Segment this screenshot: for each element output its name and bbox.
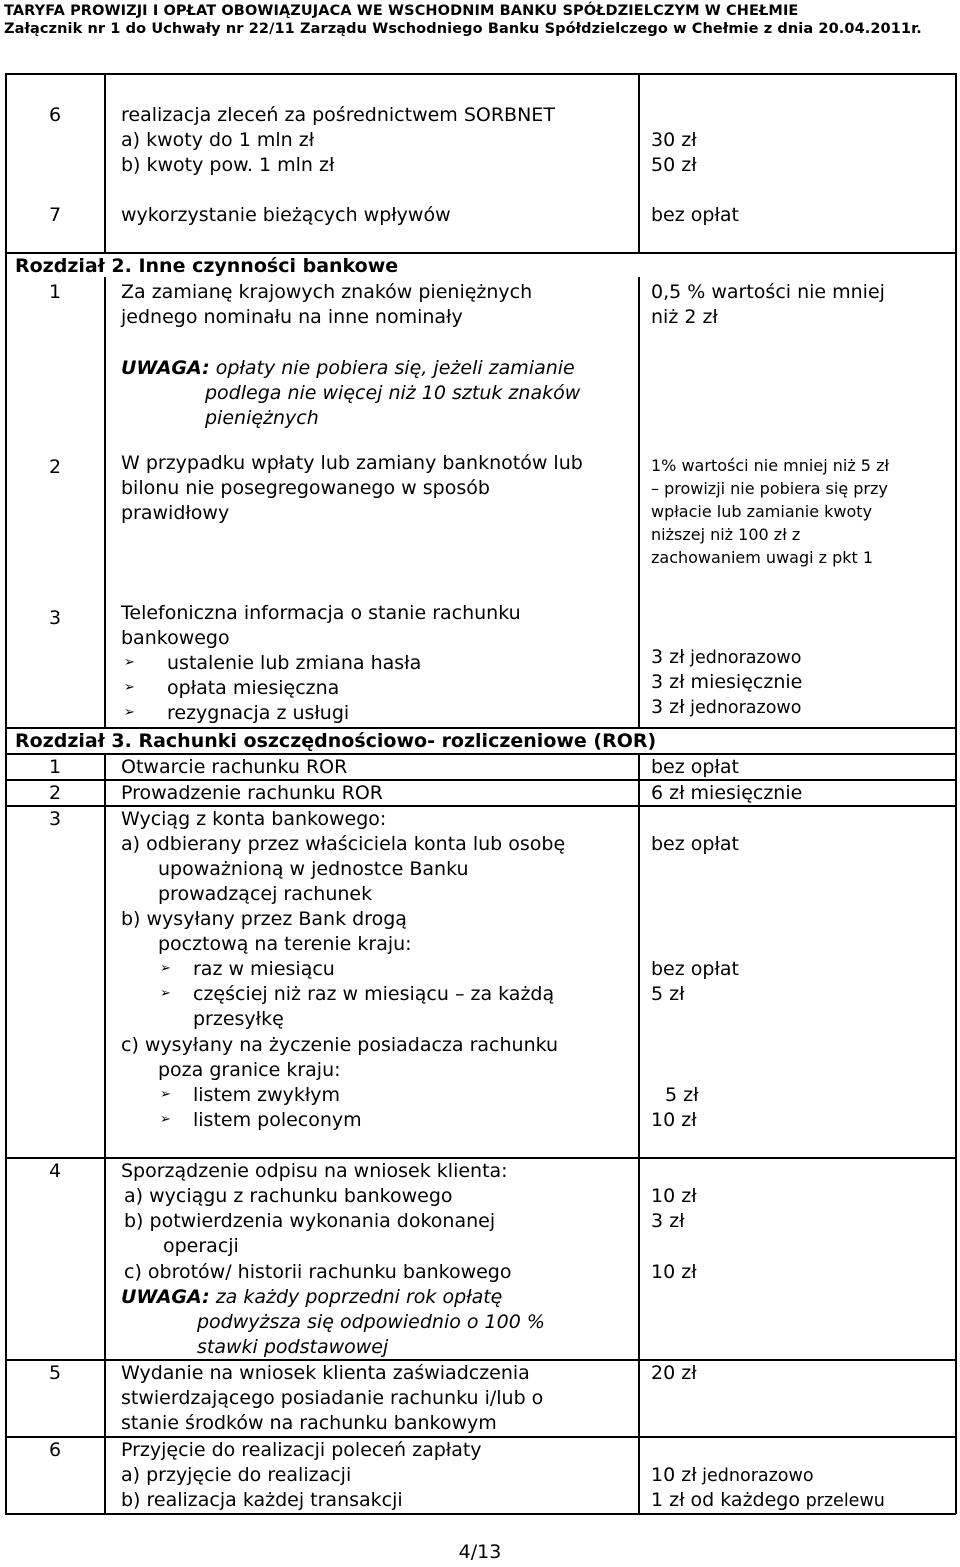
row-description: Prowadzenie rachunku ROR [121,782,383,804]
row-item-a: a) odbierany przez właściciela konta lub osobę [121,833,566,855]
fee-value [651,647,801,668]
table-right-border [955,73,957,1514]
note-text: podwyższa się odpowiednio o 100 % [197,1311,545,1333]
row-number: 6 [49,1439,62,1461]
fee-unit: przelewu [800,1491,885,1511]
fee-value [651,1490,885,1511]
column-divider-num [104,753,106,1514]
fee-value: 5 zł [665,1084,699,1106]
row-description: Wydanie na wniosek klienta zaświadczenia [121,1362,530,1384]
list-item: listem poleconym [193,1109,362,1131]
row-divider [5,1359,956,1361]
row-description: Za zamianę krajowych znaków pieniężnych [121,281,533,303]
arrow-bullet-icon: ➢ [160,1112,171,1127]
note-text-part: opłaty nie pobiera się, jeżeli zamianie [209,357,575,379]
note-text: podlega nie więcej niż 10 sztuk znaków [205,382,581,404]
fee-value: 30 zł [651,129,697,151]
fee-value: 10 zł [651,1261,697,1283]
column-divider-fee [638,73,640,253]
fee-value: 0,5 % wartości nie mniej [651,281,885,303]
fee-value: niższej niż 100 zł z [651,525,801,544]
row-item-a: a) przyjęcie do realizacji [121,1464,352,1486]
fee-value: 50 zł [651,154,697,176]
row-item-a: prowadzącej rachunek [158,883,373,905]
row-description: prawidłowy [121,502,230,524]
fee-value: bez opłat [651,204,739,226]
row-item-b: b) kwoty pow. 1 mln zł [121,154,335,176]
document-title: TARYFA PROWIZJI I OPŁAT OBOWIĄZUJACA WE WSCHODNIM BANKU SPÓŁDZIELCZYM W CHEŁMIE [4,3,799,19]
list-item: listem zwykłym [193,1084,341,1106]
row-item-b: pocztową na terenie kraju: [158,933,412,955]
arrow-bullet-icon: ➢ [160,986,171,1001]
list-item: opłata miesięczna [167,677,340,699]
row-description: stwierdzającego posiadanie rachunku i/lub o [121,1387,544,1409]
list-item: raz w miesiącu [193,958,335,980]
row-item-b: b) realizacja każdej transakcji [121,1489,403,1511]
row-number: 3 [49,808,62,830]
fee-value: – prowizji nie pobiera się przy [651,479,888,498]
row-item-a: a) kwoty do 1 mln zł [121,129,315,151]
fee-amount: 1 zł od każdego [651,1489,800,1511]
row-description: Przyjęcie do realizacji poleceń zapłaty [121,1439,482,1461]
arrow-bullet-icon: ➢ [160,1087,171,1102]
arrow-bullet-icon: ➢ [124,705,135,720]
row-item-c: c) obrotów/ historii rachunku bankowego [124,1261,512,1283]
page-number: 4/13 [458,1541,502,1563]
fee-amount: 3 zł [651,671,685,693]
list-item: rezygnacja z usługi [167,702,350,724]
column-divider-num [104,73,106,253]
arrow-bullet-icon: ➢ [160,961,171,976]
row-description: jednego nominału na inne nominały [121,306,463,328]
row-number: 6 [49,104,62,126]
table-bottom-border [5,1513,956,1515]
fee-amount: 10 zł [651,1464,697,1486]
table-left-border [5,73,7,1514]
fee-value: wpłacie lub zamianie kwoty [651,502,873,521]
fee-unit: jednorazowo [696,1466,814,1486]
row-item-b: b) potwierdzenia wykonania dokonanej [124,1210,496,1232]
list-item: przesyłkę [193,1008,284,1030]
row-number: 7 [49,204,62,226]
row-description: realizacja zleceń za pośrednictwem SORBNET [121,104,555,126]
note-label: UWAGA: [121,1286,210,1308]
row-divider [5,805,956,807]
fee-value: 3 zł [651,1210,685,1232]
fee-value: bez opłat [651,833,739,855]
arrow-bullet-icon: ➢ [124,655,135,670]
column-divider-num [104,277,106,727]
note-text: pieniężnych [205,407,319,429]
row-description: Sporządzenie odpisu na wniosek klienta: [121,1160,508,1182]
fee-value: zachowaniem uwagi z pkt 1 [651,548,874,567]
row-number: 1 [49,281,62,303]
row-number: 2 [49,456,62,478]
row-item-a: upoważnioną w jednostce Banku [158,858,469,880]
list-item: częściej niż raz w miesiącu – za każdą [193,983,555,1005]
column-divider-fee [638,277,640,727]
column-divider-fee [638,753,640,1514]
fee-value: 5 zł [651,983,685,1005]
fee-unit: miesięcznie [684,671,803,693]
fee-value [651,672,802,692]
row-description: Telefoniczna informacja o stanie rachunku [121,602,521,624]
list-item: ustalenie lub zmiana hasła [167,652,422,674]
row-divider [5,753,956,755]
row-item-b: operacji [163,1235,239,1257]
fee-value: bez opłat [651,958,739,980]
fee-amount: 3 zł [651,646,685,668]
fee-value: 10 zł [651,1109,697,1131]
row-divider [5,1436,956,1438]
fee-value: 20 zł [651,1362,697,1384]
row-divider [5,727,956,729]
row-description: stanie środków na rachunku bankowym [121,1412,497,1434]
row-item-a: a) wyciągu z rachunku bankowego [124,1185,453,1207]
row-item-c: c) wysyłany na życzenie posiadacza rachunku [121,1034,559,1056]
section-heading: Rozdział 2. Inne czynności bankowe [15,255,399,277]
note-text [121,358,575,378]
row-description: wykorzystanie bieżących wpływów [121,204,451,226]
row-description: Wyciąg z konta bankowego: [121,808,387,830]
fee-value: niż 2 zł [651,306,718,328]
note-label: UWAGA: [121,357,210,379]
row-description: Otwarcie rachunku ROR [121,756,348,778]
fee-value: 1% wartości nie mniej niż 5 zł [651,456,890,475]
row-divider [5,779,956,781]
row-divider [5,252,956,254]
row-divider [5,1157,956,1159]
fee-value [651,697,801,718]
section-heading: Rozdział 3. Rachunki oszczędnościowo- rozliczeniowe (ROR) [15,730,657,752]
fee-value: 10 zł [651,1185,697,1207]
document-subtitle: Załącznik nr 1 do Uchwały nr 22/11 Zarządu Wschodniego Banku Spółdzielczego w Chełmie z dnia 20.04.2011r. [4,21,922,37]
row-number: 5 [49,1362,62,1384]
table-top-border [5,73,956,75]
row-description: W przypadku wpłaty lub zamiany banknotów lub [121,452,583,474]
note-text [121,1287,502,1307]
fee-value: bez opłat [651,756,739,778]
fee-amount: 3 zł [651,696,685,718]
fee-value [651,1465,814,1486]
row-item-b: b) wysyłany przez Bank drogą [121,908,407,930]
fee-unit: jednorazowo [684,698,802,718]
row-number: 2 [49,782,62,804]
row-description: bankowego [121,627,230,649]
fee-value: 6 zł miesięcznie [651,782,803,804]
row-description: bilonu nie posegregowanego w sposób [121,477,490,499]
row-item-c: poza granice kraju: [158,1059,341,1081]
fee-unit: jednorazowo [684,648,802,668]
arrow-bullet-icon: ➢ [124,680,135,695]
row-number: 3 [49,607,62,629]
row-number: 4 [49,1160,62,1182]
row-number: 1 [49,756,62,778]
note-text-part: za każdy poprzedni rok opłatę [209,1286,503,1308]
note-text: stawki podstawowej [197,1336,389,1358]
